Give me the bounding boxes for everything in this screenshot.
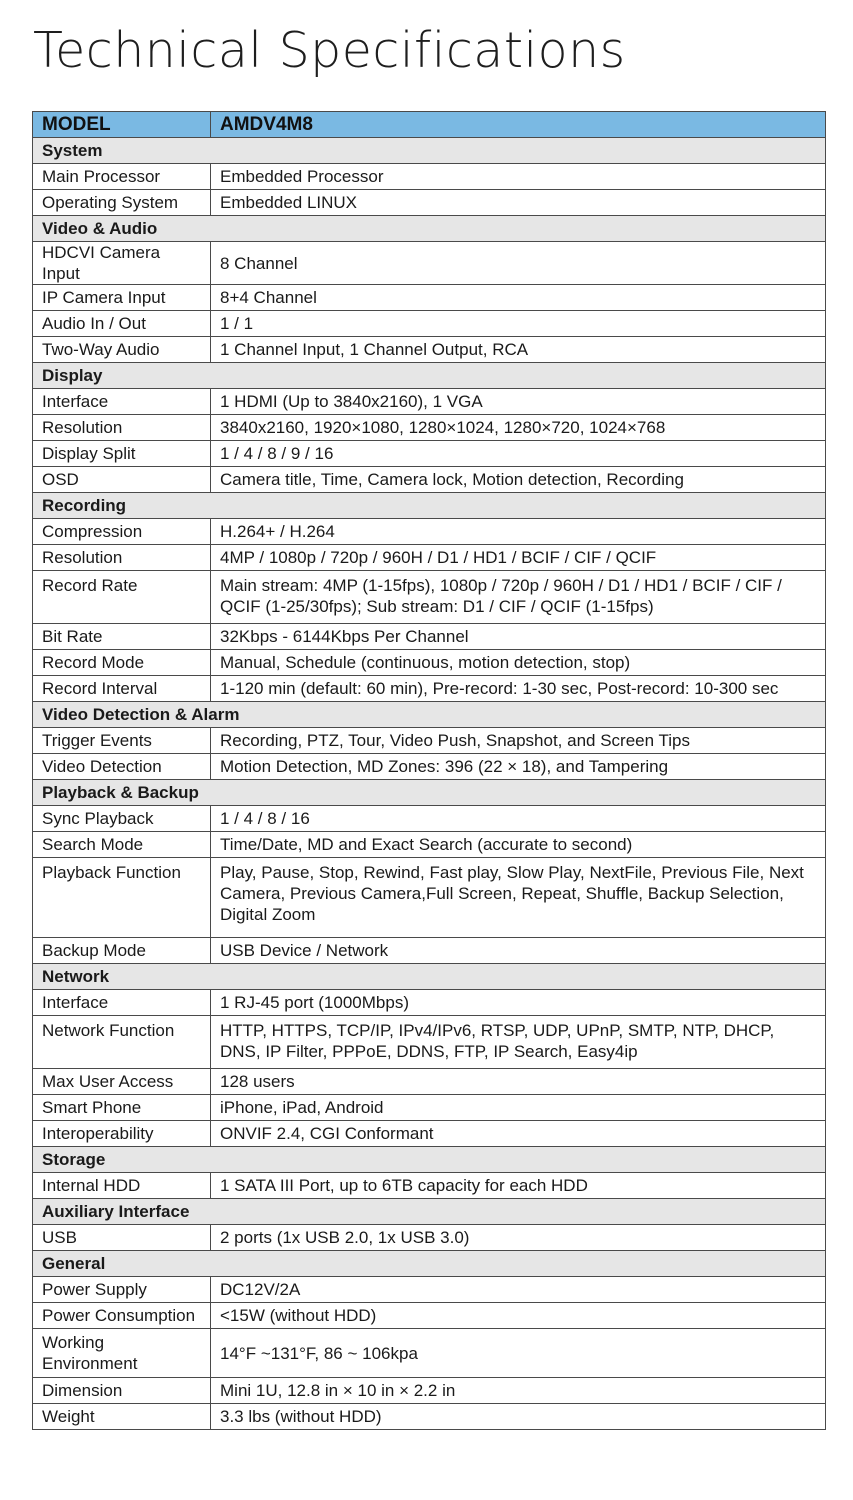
spec-value: 8 Channel bbox=[211, 242, 826, 285]
spec-label: Two-Way Audio bbox=[33, 337, 211, 363]
section-row bbox=[33, 363, 826, 389]
table-row bbox=[33, 1329, 826, 1378]
spec-value: Main stream: 4MP (1-15fps), 1080p / 720p / 960H / D1 / HD1 / BCIF / CIF / QCIF (1-25/30fps); Sub stream: D1 / CIF / QCIF (1-15fps) bbox=[211, 571, 826, 624]
spec-value: Motion Detection, MD Zones: 396 (22 × 18), and Tampering bbox=[211, 754, 826, 780]
table-row bbox=[33, 519, 826, 545]
table-row bbox=[33, 1225, 826, 1251]
table-row bbox=[33, 728, 826, 754]
spec-label: Power Consumption bbox=[33, 1303, 211, 1329]
spec-value: DC12V/2A bbox=[211, 1277, 826, 1303]
spec-label: Video Detection bbox=[33, 754, 211, 780]
spec-value: Mini 1U, 12.8 in × 10 in × 2.2 in bbox=[211, 1378, 826, 1404]
spec-value: <15W (without HDD) bbox=[211, 1303, 826, 1329]
spec-label: Network Function bbox=[33, 1016, 211, 1069]
section-heading: Video Detection & Alarm bbox=[33, 702, 826, 728]
spec-value: 1-120 min (default: 60 min), Pre-record: 1-30 sec, Post-record: 10-300 sec bbox=[211, 676, 826, 702]
spec-table-body bbox=[33, 112, 826, 1430]
table-row bbox=[33, 1303, 826, 1329]
table-row bbox=[33, 1173, 826, 1199]
table-row bbox=[33, 938, 826, 964]
spec-label: Interface bbox=[33, 389, 211, 415]
section-heading: Video & Audio bbox=[33, 216, 826, 242]
table-row bbox=[33, 285, 826, 311]
table-row bbox=[33, 1095, 826, 1121]
table-row bbox=[33, 806, 826, 832]
spec-value: Embedded Processor bbox=[211, 164, 826, 190]
spec-label: Playback Function bbox=[33, 858, 211, 938]
section-heading: System bbox=[33, 138, 826, 164]
spec-value: 14°F ~131°F, 86 ~ 106kpa bbox=[211, 1329, 826, 1378]
spec-label: Record Rate bbox=[33, 571, 211, 624]
spec-value: 1 / 4 / 8 / 9 / 16 bbox=[211, 441, 826, 467]
spec-label: Weight bbox=[33, 1404, 211, 1430]
spec-value: Play, Pause, Stop, Rewind, Fast play, Slow Play, NextFile, Previous File, Next Camera, Previous Camera,Full Screen, Repeat, Shuffle, Backup Selection, Digital Zoom bbox=[211, 858, 826, 938]
table-row bbox=[33, 858, 826, 938]
table-row bbox=[33, 467, 826, 493]
section-row bbox=[33, 216, 826, 242]
spec-value: USB Device / Network bbox=[211, 938, 826, 964]
spec-label: Internal HDD bbox=[33, 1173, 211, 1199]
spec-value: HTTP, HTTPS, TCP/IP, IPv4/IPv6, RTSP, UDP, UPnP, SMTP, NTP, DHCP, DNS, IP Filter, PPPoE, DDNS, FTP, IP Search, Easy4ip bbox=[211, 1016, 826, 1069]
spec-value: 2 ports (1x USB 2.0, 1x USB 3.0) bbox=[211, 1225, 826, 1251]
section-heading: Storage bbox=[33, 1147, 826, 1173]
spec-value: 1 RJ-45 port (1000Mbps) bbox=[211, 990, 826, 1016]
spec-label: Operating System bbox=[33, 190, 211, 216]
table-row bbox=[33, 1016, 826, 1069]
spec-label: OSD bbox=[33, 467, 211, 493]
section-row bbox=[33, 702, 826, 728]
spec-label: Backup Mode bbox=[33, 938, 211, 964]
header-model: AMDV4M8 bbox=[211, 112, 826, 138]
spec-value: 4MP / 1080p / 720p / 960H / D1 / HD1 / BCIF / CIF / QCIF bbox=[211, 545, 826, 571]
table-row bbox=[33, 1404, 826, 1430]
table-row bbox=[33, 337, 826, 363]
spec-value: Recording, PTZ, Tour, Video Push, Snapshot, and Screen Tips bbox=[211, 728, 826, 754]
table-row bbox=[33, 650, 826, 676]
table-row bbox=[33, 242, 826, 285]
table-row bbox=[33, 571, 826, 624]
table-row bbox=[33, 1277, 826, 1303]
spec-label: Resolution bbox=[33, 545, 211, 571]
spec-label: Record Mode bbox=[33, 650, 211, 676]
spec-value: Embedded LINUX bbox=[211, 190, 826, 216]
spec-value: 1 HDMI (Up to 3840x2160), 1 VGA bbox=[211, 389, 826, 415]
table-row bbox=[33, 1378, 826, 1404]
section-row bbox=[33, 1199, 826, 1225]
spec-value: ONVIF 2.4, CGI Conformant bbox=[211, 1121, 826, 1147]
table-row bbox=[33, 164, 826, 190]
spec-label: Main Processor bbox=[33, 164, 211, 190]
spec-value: 1 Channel Input, 1 Channel Output, RCA bbox=[211, 337, 826, 363]
section-heading: Playback & Backup bbox=[33, 780, 826, 806]
spec-value: 8+4 Channel bbox=[211, 285, 826, 311]
spec-value: 128 users bbox=[211, 1069, 826, 1095]
spec-value: 1 / 4 / 8 / 16 bbox=[211, 806, 826, 832]
section-row bbox=[33, 1251, 826, 1277]
table-row bbox=[33, 441, 826, 467]
section-row bbox=[33, 780, 826, 806]
table-row bbox=[33, 1069, 826, 1095]
table-row bbox=[33, 990, 826, 1016]
spec-value: Time/Date, MD and Exact Search (accurate to second) bbox=[211, 832, 826, 858]
spec-label: HDCVI Camera Input bbox=[33, 242, 211, 285]
section-heading: Network bbox=[33, 964, 826, 990]
spec-label: Resolution bbox=[33, 415, 211, 441]
table-row bbox=[33, 832, 826, 858]
spec-label: Working Environment bbox=[33, 1329, 211, 1378]
spec-label: Max User Access bbox=[33, 1069, 211, 1095]
spec-label: Interoperability bbox=[33, 1121, 211, 1147]
spec-label: Sync Playback bbox=[33, 806, 211, 832]
spec-value: H.264+ / H.264 bbox=[211, 519, 826, 545]
spec-value: Manual, Schedule (continuous, motion detection, stop) bbox=[211, 650, 826, 676]
section-heading: Display bbox=[33, 363, 826, 389]
spec-label: Dimension bbox=[33, 1378, 211, 1404]
spec-value: 32Kbps - 6144Kbps Per Channel bbox=[211, 624, 826, 650]
table-row bbox=[33, 754, 826, 780]
spec-label: Trigger Events bbox=[33, 728, 211, 754]
section-row bbox=[33, 964, 826, 990]
table-header-row bbox=[33, 112, 826, 138]
spec-label: Record Interval bbox=[33, 676, 211, 702]
spec-value: Camera title, Time, Camera lock, Motion detection, Recording bbox=[211, 467, 826, 493]
spec-table bbox=[32, 111, 826, 1430]
spec-value: 1 SATA III Port, up to 6TB capacity for each HDD bbox=[211, 1173, 826, 1199]
spec-label: Display Split bbox=[33, 441, 211, 467]
section-row bbox=[33, 138, 826, 164]
spec-label: Power Supply bbox=[33, 1277, 211, 1303]
spec-label: Interface bbox=[33, 990, 211, 1016]
spec-label: Bit Rate bbox=[33, 624, 211, 650]
spec-label: Audio In / Out bbox=[33, 311, 211, 337]
spec-label: Smart Phone bbox=[33, 1095, 211, 1121]
section-row bbox=[33, 493, 826, 519]
section-heading: Recording bbox=[33, 493, 826, 519]
spec-value: 3840x2160, 1920×1080, 1280×1024, 1280×720, 1024×768 bbox=[211, 415, 826, 441]
spec-label: IP Camera Input bbox=[33, 285, 211, 311]
table-row bbox=[33, 545, 826, 571]
spec-value: 3.3 lbs (without HDD) bbox=[211, 1404, 826, 1430]
table-row bbox=[33, 624, 826, 650]
spec-label: USB bbox=[33, 1225, 211, 1251]
spec-label: Compression bbox=[33, 519, 211, 545]
section-heading: General bbox=[33, 1251, 826, 1277]
section-row bbox=[33, 1147, 826, 1173]
header-label: MODEL bbox=[33, 112, 211, 138]
table-row bbox=[33, 1121, 826, 1147]
table-row bbox=[33, 389, 826, 415]
spec-value: iPhone, iPad, Android bbox=[211, 1095, 826, 1121]
table-row bbox=[33, 676, 826, 702]
spec-label: Search Mode bbox=[33, 832, 211, 858]
section-heading: Auxiliary Interface bbox=[33, 1199, 826, 1225]
table-row bbox=[33, 190, 826, 216]
spec-value: 1 / 1 bbox=[211, 311, 826, 337]
table-row bbox=[33, 311, 826, 337]
page-title: Technical Specifications bbox=[33, 22, 626, 79]
table-row bbox=[33, 415, 826, 441]
